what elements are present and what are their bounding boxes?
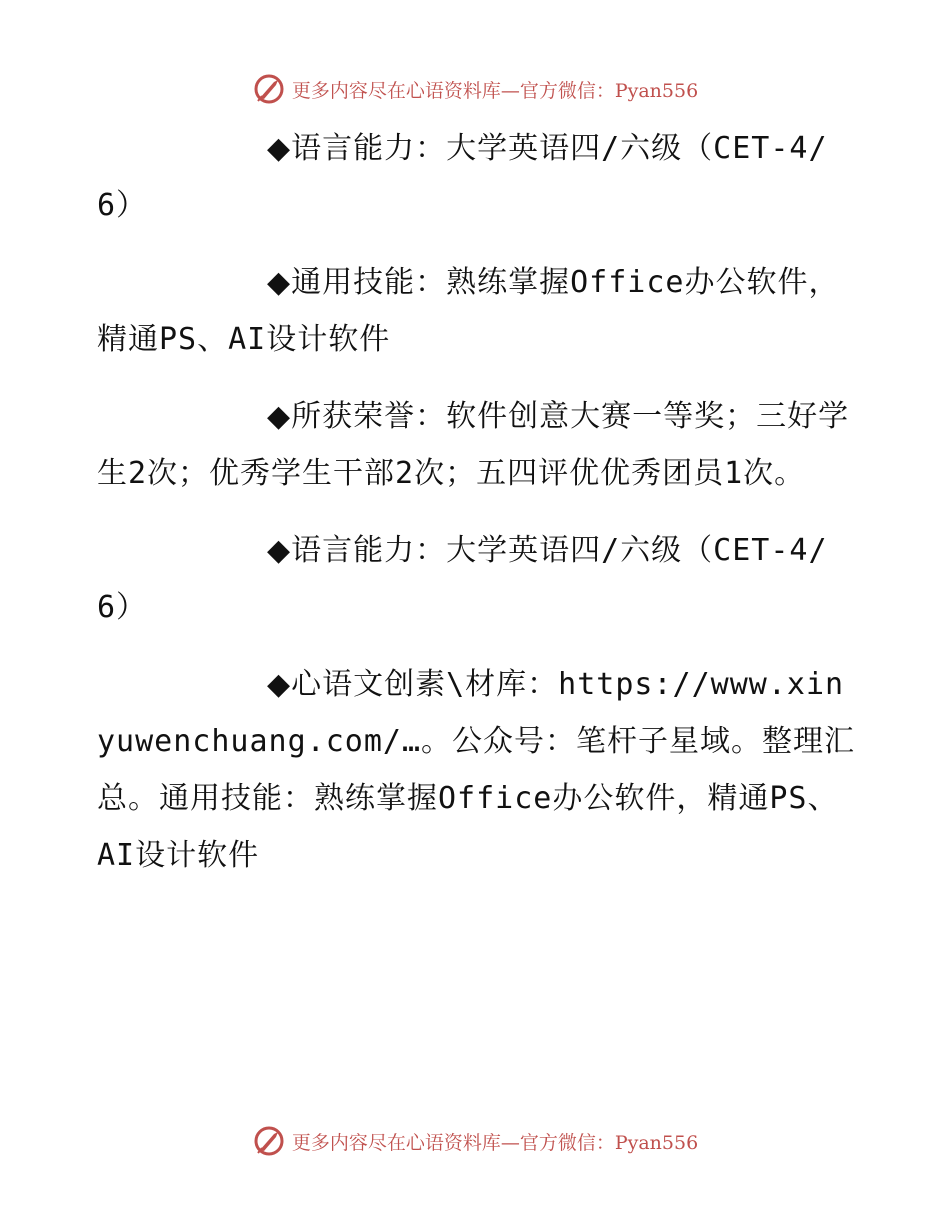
footer-banner-text: 更多内容尽在心语资料库—官方微信：Pyan556 [291,1131,699,1154]
footer-banner [0,1124,950,1158]
bullet-icon: ◆ [267,131,292,166]
paragraph-resource-note [97,656,857,884]
paragraph-text: 通用技能：熟练掌握Office办公软件，精通PS、AI设计软件 [97,265,840,357]
paragraph-honors [97,388,857,502]
paragraph-text: 语言能力：大学英语四/六级（CET-4/6） [97,533,828,625]
paragraph-text: 所获荣誉：软件创意大赛一等奖；三好学生2次；优秀学生干部2次；五四评优优秀团员1次。 [97,399,850,491]
bullet-icon: ◆ [267,399,292,434]
paragraph-language-ability-repeat [97,522,857,636]
bullet-icon: ◆ [267,533,292,568]
header-banner [0,72,950,106]
quill-logo-icon [252,72,286,106]
document-body [97,120,857,904]
paragraph-general-skills [97,254,857,368]
paragraph-text: 心语文创素\材库：https://www.xinyuwenchuang.com/…。公众号：笔杆子星域。整理汇总。通用技能：熟练掌握Office办公软件，精通PS、AI设计软件 [97,667,856,873]
bullet-icon: ◆ [267,667,292,702]
bullet-icon: ◆ [267,265,292,300]
quill-logo-icon [252,1124,286,1158]
header-banner-text: 更多内容尽在心语资料库—官方微信：Pyan556 [291,79,699,102]
paragraph-language-ability [97,120,857,234]
paragraph-text: 语言能力：大学英语四/六级（CET-4/6） [97,131,828,223]
